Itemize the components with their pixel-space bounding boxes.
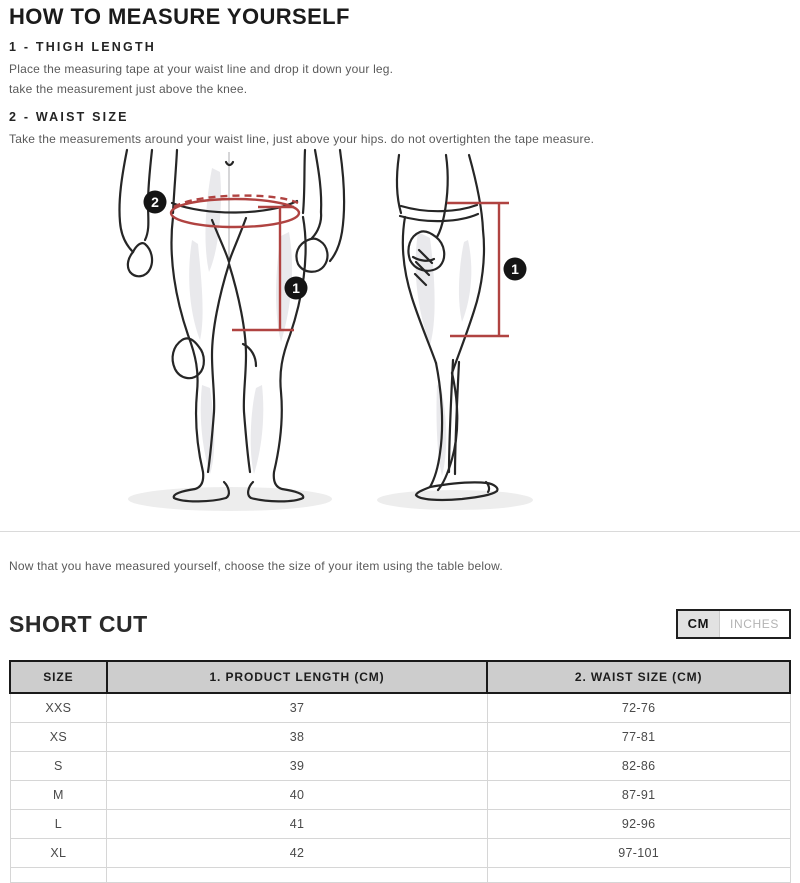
cell-waist-size — [487, 867, 790, 882]
note-text: Now that you have measured yourself, choose the size of your item using the table below. — [9, 559, 503, 573]
cell-waist-size: 82-86 — [487, 751, 790, 780]
size-table-header-row — [10, 661, 790, 693]
table-row — [10, 722, 790, 751]
size-section-title: SHORT CUT — [9, 610, 148, 637]
side-view-figure — [377, 155, 533, 510]
front-view-figure — [119, 150, 344, 511]
cell-waist-size: 87-91 — [487, 780, 790, 809]
column-header-product-length: 1. PRODUCT LENGTH (CM) — [107, 661, 488, 693]
cell-size: XXS — [10, 693, 107, 723]
cell-size: M — [10, 780, 107, 809]
unit-inches-button[interactable]: INCHES — [719, 611, 789, 637]
unit-toggle — [676, 609, 791, 639]
waist-badge-number: 2 — [151, 194, 159, 210]
size-guide-block — [0, 531, 800, 883]
table-row — [10, 693, 790, 723]
column-header-size: SIZE — [10, 661, 107, 693]
instructions-block — [9, 4, 791, 149]
cell-waist-size: 77-81 — [487, 722, 790, 751]
cell-product-length: 39 — [107, 751, 488, 780]
legs-sketch-illustration — [0, 148, 800, 531]
cell-waist-size: 92-96 — [487, 809, 790, 838]
waist-size-heading: 2 - WAIST SIZE — [9, 109, 129, 124]
thigh-length-text-line1: Place the measuring tape at your waist line and drop it down your leg. — [9, 62, 394, 76]
thigh-length-text-line2: take the measurement just above the knee. — [9, 82, 248, 97]
cell-product-length: 37 — [107, 693, 488, 723]
thigh-badge-side-number: 1 — [511, 261, 519, 277]
cell-product-length: 42 — [107, 838, 488, 867]
thigh-length-heading: 1 - THIGH LENGTH — [9, 40, 157, 54]
unit-cm-button[interactable]: CM — [678, 611, 719, 637]
cell-size: XS — [10, 722, 107, 751]
cell-product-length: 41 — [107, 809, 488, 838]
table-row-partial — [10, 867, 790, 882]
cell-size: XL — [10, 838, 107, 867]
side-figure-outline — [397, 155, 497, 500]
thigh-badge-side-icon — [504, 258, 527, 281]
waist-size-text-line1: Take the measurements around your waist line, just above your hips. do not overtighten the tape measure. — [9, 131, 595, 146]
page-title: HOW TO MEASURE YOURSELF — [9, 4, 350, 29]
waist-badge-icon — [144, 191, 167, 214]
thigh-badge-front-icon — [285, 277, 308, 300]
section-divider — [0, 531, 800, 532]
table-row — [10, 809, 790, 838]
cell-product-length: 40 — [107, 780, 488, 809]
cell-product-length — [107, 867, 488, 882]
cell-product-length: 38 — [107, 722, 488, 751]
cell-size: L — [10, 809, 107, 838]
size-section-header — [9, 609, 791, 639]
thigh-badge-front-number: 1 — [292, 280, 300, 296]
table-row — [10, 780, 790, 809]
table-row — [10, 751, 790, 780]
thigh-measure-line-side — [447, 203, 509, 336]
cell-waist-size: 72-76 — [487, 693, 790, 723]
measurement-diagram — [0, 148, 800, 531]
size-table — [9, 660, 791, 883]
column-header-waist-size: 2. WAIST SIZE (CM) — [487, 661, 790, 693]
cell-waist-size: 97-101 — [487, 838, 790, 867]
cell-size: S — [10, 751, 107, 780]
cell-size — [10, 867, 107, 882]
table-row — [10, 838, 790, 867]
front-figure-shading — [189, 168, 292, 474]
